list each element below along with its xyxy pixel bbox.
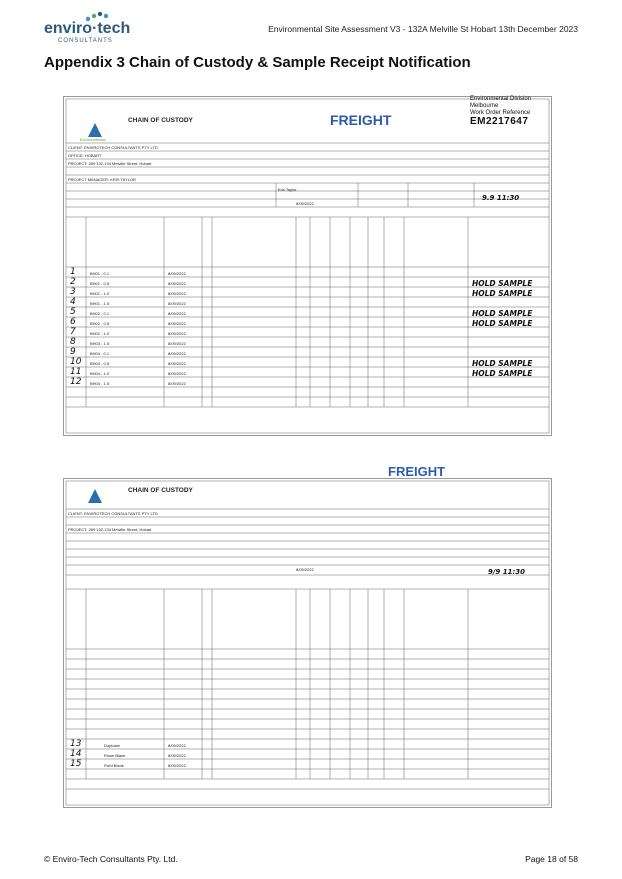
sample-id: BH03 - 1.5 — [90, 341, 110, 346]
hold-sample-note: HOLD SAMPLE — [472, 319, 533, 328]
company-logo — [44, 8, 131, 44]
sample-date: 8/09/2022 — [168, 371, 186, 376]
hold-sample-note: HOLD SAMPLE — [472, 289, 533, 298]
lab-receipt-stamp — [470, 96, 552, 170]
sample-date: 8/09/2022 — [168, 351, 186, 356]
sample-id: BH02 - 0.1 — [90, 311, 110, 316]
sample-id: BH04 - 1.5 — [90, 381, 110, 386]
sample-row-number: 10 — [70, 357, 82, 367]
manager-row: PROJECT MANAGER: KRIS TAYLOR — [68, 177, 136, 182]
client-row: CLIENT: ENVIROTECH CONSULTANTS PTY LTD — [68, 145, 158, 150]
coc-title: CHAIN OF CUSTODY — [128, 117, 193, 124]
sample-row-number: 9 — [70, 347, 76, 357]
sample-id: BH01 - 1.5 — [90, 301, 110, 306]
sample-row-number: 12 — [70, 377, 82, 387]
sample-date: 8/09/2022 — [168, 331, 186, 336]
sample-id: BH04 - 0.5 — [90, 361, 110, 366]
project-row-2: PROJECT: 289 132-134 Melville Street, Hobart — [68, 527, 152, 532]
document-reference: Environmental Site Assessment V3 - 132A Melville St Hobart 13th December 2023 — [268, 24, 578, 34]
sample-date: 8/09/2022 — [168, 753, 186, 758]
sample-date: 8/09/2022 — [168, 321, 186, 326]
sample-id: Rinse Blank — [104, 753, 126, 758]
sample-id: BH02 - 0.5 — [90, 321, 110, 326]
project-row: PROJECT: 289 132-134 Melville Street, Hobart — [68, 161, 152, 166]
sample-date: 8/09/2022 — [168, 281, 186, 286]
page-title: Appendix 3 Chain of Custody & Sample Receipt Notification — [44, 54, 471, 71]
sample-date: 8/09/2022 — [168, 301, 186, 306]
hold-sample-note: HOLD SAMPLE — [472, 369, 533, 378]
sample-row-number: 1 — [70, 267, 76, 277]
sample-row-number: 2 — [70, 277, 76, 287]
sample-row-number: 8 — [70, 337, 76, 347]
sample-row-number: 4 — [70, 297, 76, 307]
client-row-2: CLIENT: ENVIROTECH CONSULTANTS PTY LTD — [68, 511, 158, 516]
sample-row-number: 14 — [70, 749, 82, 759]
coc-form-sheet-2 — [63, 478, 552, 808]
sample-row-number: 6 — [70, 317, 76, 327]
relinquished-date-2: 8/09/2022 — [296, 567, 314, 572]
relinquished-date: 8/09/2022 — [296, 201, 314, 206]
freight-label-1: FREIGHT — [330, 112, 392, 128]
stamp-ref-label: Work Order Reference — [470, 110, 531, 116]
hold-sample-note: HOLD SAMPLE — [472, 279, 533, 288]
sample-date: 8/09/2022 — [168, 763, 186, 768]
footer-copyright: © Enviro-Tech Consultants Pty. Ltd. — [44, 854, 178, 864]
sample-row-number: 11 — [70, 367, 82, 377]
sample-id: BH04 - 0.1 — [90, 351, 110, 356]
sample-id: BH01 - 0.1 — [90, 271, 110, 276]
sample-date: 8/09/2022 — [168, 291, 186, 296]
stamp-division: Environmental Division — [470, 96, 532, 102]
sample-id: BH02 - 1.0 — [90, 331, 110, 336]
relinquished-by: Kris Taylor — [278, 187, 297, 192]
svg-text:Environmental: Environmental — [80, 137, 106, 142]
freight-label-2: FREIGHT — [388, 464, 446, 479]
logo-wordmark: enviro·tech — [44, 20, 131, 37]
office-row: OFFICE: HOBART — [68, 153, 102, 158]
sample-date: 8/09/2022 — [168, 311, 186, 316]
hold-sample-note: HOLD SAMPLE — [472, 359, 533, 368]
sample-id: Field Blank — [104, 763, 124, 768]
sample-date: 8/09/2022 — [168, 271, 186, 276]
sample-row-number: 13 — [70, 739, 82, 749]
sample-row-number: 15 — [70, 759, 82, 769]
footer-page-number: Page 18 of 58 — [525, 854, 578, 864]
sample-date: 8/09/2022 — [168, 341, 186, 346]
sample-row-number: 7 — [70, 327, 76, 337]
stamp-city: Melbourne — [470, 103, 499, 109]
received-date-handwritten-2: 9/9 11:30 — [488, 568, 526, 576]
sample-id: BH01 - 1.0 — [90, 291, 110, 296]
coc-title-2: CHAIN OF CUSTODY — [128, 487, 193, 494]
hold-sample-note: HOLD SAMPLE — [472, 309, 533, 318]
sample-date: 8/09/2022 — [168, 361, 186, 366]
sample-id: BH01 - 0.5 — [90, 281, 110, 286]
sample-id: Dupicate — [104, 743, 120, 748]
work-order-number: EM2217647 — [470, 116, 529, 127]
received-date-handwritten: 9.9 11:30 — [482, 194, 520, 202]
sample-row-number: 5 — [70, 307, 76, 317]
sample-date: 8/09/2022 — [168, 381, 186, 386]
logo-subtitle: CONSULTANTS — [58, 38, 113, 44]
sample-row-number: 3 — [70, 287, 76, 297]
sample-date: 8/09/2022 — [168, 743, 186, 748]
sample-id: BH04 - 1.0 — [90, 371, 110, 376]
